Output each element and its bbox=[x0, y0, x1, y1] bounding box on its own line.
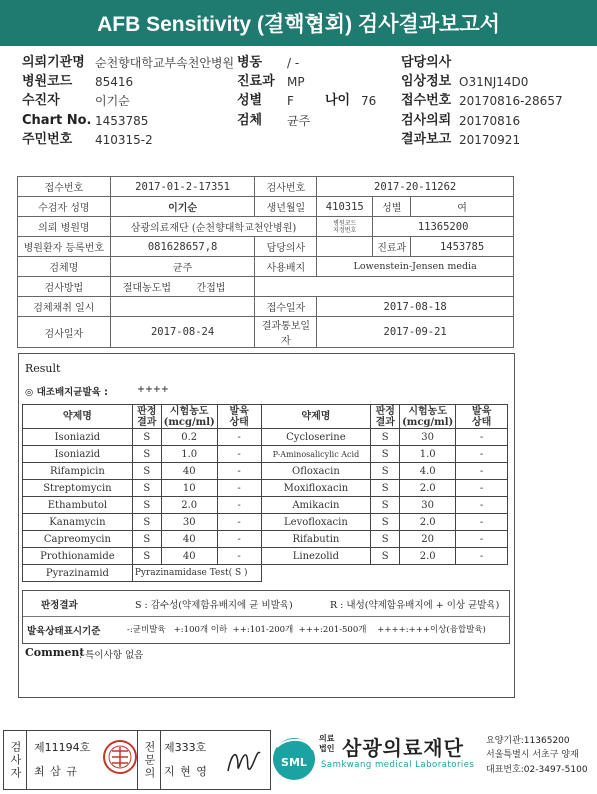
tester-no: 제11194호 bbox=[34, 741, 91, 754]
drug-row bbox=[23, 548, 508, 565]
drug-cell-r: S bbox=[371, 548, 400, 565]
form-value: 2017-20-11262 bbox=[317, 177, 514, 197]
drug-cell-c: 20 bbox=[400, 531, 456, 548]
method-1: 절대농도법 bbox=[122, 283, 172, 294]
tester-label: 검사자 bbox=[9, 740, 22, 780]
sml-logo-icon bbox=[271, 732, 317, 786]
drug-cell-c: 2.0 bbox=[400, 548, 456, 565]
drug-cell-g: - bbox=[217, 429, 261, 446]
report-date-label: 결과보고 bbox=[401, 132, 452, 147]
drug-row bbox=[23, 497, 508, 514]
drug-cell-drug: Capreomycin bbox=[23, 531, 133, 548]
clinical-value: O31NJ14D0 bbox=[459, 75, 529, 89]
form-value: 081628657,8 bbox=[110, 237, 255, 257]
drug-cell-drug: Levofloxacin bbox=[261, 514, 371, 531]
drug-cell-c: 2.0 bbox=[400, 480, 456, 497]
drug-row bbox=[23, 429, 508, 446]
drug-cell-r: S bbox=[371, 446, 400, 463]
form-value: 균주 bbox=[110, 257, 255, 277]
drug-cell-g: - bbox=[456, 497, 508, 514]
patient-value: 이기순 bbox=[95, 94, 130, 108]
drug-cell-drug: Rifampicin bbox=[23, 463, 133, 480]
footer bbox=[3, 730, 593, 792]
drug-cell-r: S bbox=[132, 548, 161, 565]
org-address: 서울특별시 서초구 양재 bbox=[486, 750, 579, 760]
form-value: 410315 bbox=[317, 197, 373, 217]
drug-cell-r: S bbox=[371, 497, 400, 514]
drug-cell-c: 40 bbox=[161, 548, 217, 565]
drug-cell-drug: Isoniazid bbox=[23, 429, 133, 446]
drug-cell-g: - bbox=[456, 548, 508, 565]
specialist-name: 지 현 영 bbox=[164, 765, 208, 778]
drug-row bbox=[23, 480, 508, 497]
col-drug: 약제명 bbox=[23, 405, 133, 429]
control-label: ◎ 대조배지균발육 : bbox=[25, 387, 108, 398]
org-name: 삼광의료재단 bbox=[342, 736, 464, 760]
drug-cell-g: - bbox=[217, 463, 261, 480]
form-value: 1453785 bbox=[411, 237, 514, 257]
hospital-label: 의뢰기관명 bbox=[22, 55, 85, 70]
age-value: 76 bbox=[361, 94, 377, 108]
form-label: 검사번호 bbox=[255, 177, 317, 197]
drug-cell-c: 40 bbox=[161, 531, 217, 548]
drug-cell-drug: Rifabutin bbox=[261, 531, 371, 548]
drug-cell-r: S bbox=[132, 514, 161, 531]
growth-title: 발육상태표시기준 bbox=[27, 626, 101, 637]
comment-label: Comment bbox=[25, 646, 85, 659]
control-value: ++++ bbox=[137, 384, 169, 395]
pza-label: Pyrazinamid bbox=[23, 565, 133, 582]
drug-row bbox=[23, 463, 508, 480]
drug-cell-drug: Ethambutol bbox=[23, 497, 133, 514]
drug-cell-c: 0.2 bbox=[161, 429, 217, 446]
ward-value: / - bbox=[287, 56, 300, 70]
logo-text: SML bbox=[281, 756, 307, 769]
specialist-no: 제333호 bbox=[164, 741, 207, 754]
doctor-label: 담당의사 bbox=[401, 55, 452, 70]
form-label: 병원환자 등록번호 bbox=[18, 237, 111, 257]
drug-cell-r: S bbox=[132, 446, 161, 463]
drug-cell-g: - bbox=[456, 429, 508, 446]
result-title: Result bbox=[25, 362, 61, 375]
form-label: 병원코드 지정번호 bbox=[317, 217, 373, 237]
drug-cell-c: 2.0 bbox=[400, 514, 456, 531]
judge-s: S : 감수성(약제함유배지에 균 비발육) bbox=[135, 600, 293, 611]
resident-no-value: 410315-2 bbox=[95, 133, 153, 147]
drug-cell-c: 40 bbox=[161, 463, 217, 480]
form-value: 2017-08-24 bbox=[110, 317, 255, 348]
chart-no-label: Chart No. bbox=[22, 113, 92, 128]
request-date-value: 20170816 bbox=[459, 114, 521, 128]
drug-cell-r: S bbox=[371, 463, 400, 480]
drug-cell-r: S bbox=[132, 463, 161, 480]
request-form-table bbox=[17, 176, 514, 348]
form-label: 접수번호 bbox=[18, 177, 111, 197]
drug-cell-c: 2.0 bbox=[161, 497, 217, 514]
drug-cell-g: - bbox=[217, 548, 261, 565]
col-growth: 발육 상태 bbox=[217, 405, 261, 429]
drug-cell-drug: Linezolid bbox=[261, 548, 371, 565]
tester-seal-icon bbox=[102, 739, 138, 775]
resident-no-label: 주민번호 bbox=[22, 132, 73, 147]
drug-cell-c: 1.0 bbox=[400, 446, 456, 463]
drug-cell-g: - bbox=[217, 446, 261, 463]
specimen-label: 검체 bbox=[237, 113, 263, 128]
drug-cell-r: S bbox=[371, 429, 400, 446]
col-judge: 판정 결과 bbox=[132, 405, 161, 429]
form-label: 진료과 bbox=[373, 237, 411, 257]
form-value bbox=[110, 297, 255, 317]
drug-cell-g: - bbox=[217, 497, 261, 514]
form-value: 2017-01-2-17351 bbox=[110, 177, 255, 197]
drug-cell-drug: Cycloserine bbox=[261, 429, 371, 446]
drug-cell-c: 10 bbox=[161, 480, 217, 497]
signature-icon bbox=[224, 741, 264, 779]
drug-row bbox=[23, 531, 508, 548]
hospital-code-value: 85416 bbox=[95, 75, 134, 89]
comment-value: : 특이사항 없음 bbox=[79, 650, 144, 661]
receipt-no-value: 20170816-28657 bbox=[459, 94, 563, 108]
form-value: 11365200 bbox=[373, 217, 514, 237]
drug-cell-c: 30 bbox=[400, 497, 456, 514]
drug-cell-r: S bbox=[371, 531, 400, 548]
report-date-value: 20170921 bbox=[459, 133, 521, 147]
org-english: Samkwang medical Laboratories bbox=[321, 760, 475, 770]
col-growth: 발육 상태 bbox=[456, 405, 508, 429]
form-label: 검체채취 일시 bbox=[18, 297, 111, 317]
drug-cell-drug: Amikacin bbox=[261, 497, 371, 514]
form-value: Lowenstein-Jensen media bbox=[317, 257, 514, 277]
col-conc: 시험농도 (mcg/ml) bbox=[161, 405, 217, 429]
drug-cell-r: S bbox=[132, 480, 161, 497]
org-phone: 대표번호:02-3497-5100 bbox=[486, 765, 588, 775]
hospital-code-label: 병원코드 bbox=[22, 74, 73, 89]
drug-cell-drug: Ofloxacin bbox=[261, 463, 371, 480]
form-label: 담당의사 bbox=[255, 237, 317, 257]
request-date-label: 검사의뢰 bbox=[401, 113, 452, 128]
method-2: 간접법 bbox=[196, 283, 226, 294]
drug-cell-g: - bbox=[456, 463, 508, 480]
legend-box bbox=[22, 590, 510, 644]
signature-box bbox=[3, 730, 271, 790]
result-section bbox=[18, 353, 515, 698]
form-label: 접수일자 bbox=[255, 297, 317, 317]
form-value: 2017-09-21 bbox=[317, 317, 514, 348]
drug-row bbox=[23, 514, 508, 531]
col-conc: 시험농도 (mcg/ml) bbox=[400, 405, 456, 429]
drug-cell-g: - bbox=[456, 446, 508, 463]
clinical-label: 임상정보 bbox=[401, 74, 452, 89]
drug-cell-drug: Isoniazid bbox=[23, 446, 133, 463]
drug-cell-g: - bbox=[456, 514, 508, 531]
age-label: 나이 bbox=[325, 93, 351, 108]
drug-cell-g: - bbox=[456, 531, 508, 548]
report-title: AFB Sensitivity (결핵협회) 검사결과보고서 bbox=[0, 0, 597, 46]
drug-cell-drug: P-Aminosalicylic Acid bbox=[261, 446, 371, 463]
org-prefix: 의료법인 bbox=[319, 734, 335, 753]
form-label: 사용배지 bbox=[255, 257, 317, 277]
growth-text: -:균비발육 +:100개 이하 ++:101-200개 +++:201-500개 ++++:+++이상(융합발육) bbox=[127, 625, 486, 635]
form-label: 결과통보일자 bbox=[255, 317, 317, 348]
dept-label: 진료과 bbox=[237, 74, 275, 89]
dept-value: MP bbox=[287, 75, 305, 89]
receipt-no-label: 접수번호 bbox=[401, 93, 452, 108]
patient-label: 수진자 bbox=[22, 93, 60, 108]
hospital-value: 순천향대학교부속천안병원 bbox=[95, 56, 235, 70]
sex-label: 성별 bbox=[237, 93, 263, 108]
judge-r: R : 내성(약제함유배지에 + 이상 균발육) bbox=[330, 600, 500, 611]
drug-table bbox=[22, 404, 508, 582]
drug-row bbox=[23, 446, 508, 463]
form-value bbox=[110, 277, 255, 297]
specimen-value: 균주 bbox=[287, 114, 311, 128]
drug-cell-drug: Moxifloxacin bbox=[261, 480, 371, 497]
drug-cell-g: - bbox=[217, 480, 261, 497]
drug-cell-g: - bbox=[456, 480, 508, 497]
form-value: 이기순 bbox=[110, 197, 255, 217]
drug-cell-c: 4.0 bbox=[400, 463, 456, 480]
drug-cell-r: S bbox=[371, 514, 400, 531]
form-label: 성별 bbox=[373, 197, 411, 217]
ward-label: 병동 bbox=[237, 55, 263, 70]
drug-cell-r: S bbox=[132, 497, 161, 514]
drug-cell-g: - bbox=[217, 514, 261, 531]
tester-name: 최 삼 규 bbox=[34, 765, 78, 778]
drug-cell-c: 1.0 bbox=[161, 446, 217, 463]
form-label: 검체명 bbox=[18, 257, 111, 277]
form-label: 수검자 성명 bbox=[18, 197, 111, 217]
drug-cell-c: 30 bbox=[161, 514, 217, 531]
col-judge: 판정 결과 bbox=[371, 405, 400, 429]
form-value: 2017-08-18 bbox=[317, 297, 514, 317]
form-value: 여 bbox=[411, 197, 514, 217]
judge-title: 판정결과 bbox=[41, 600, 78, 611]
drug-cell-r: S bbox=[132, 531, 161, 548]
form-label: 의뢰 병원명 bbox=[18, 217, 111, 237]
org-code: 요양기관:11365200 bbox=[486, 736, 570, 746]
drug-cell-g: - bbox=[217, 531, 261, 548]
drug-cell-drug: Streptomycin bbox=[23, 480, 133, 497]
form-label: 생년월일 bbox=[255, 197, 317, 217]
drug-cell-drug: Prothionamide bbox=[23, 548, 133, 565]
pza-value: Pyrazinamidase Test( S ) bbox=[132, 565, 261, 582]
drug-cell-r: S bbox=[132, 429, 161, 446]
form-label: 검사방법 bbox=[18, 277, 111, 297]
chart-no-value: 1453785 bbox=[95, 114, 149, 128]
drug-cell-r: S bbox=[371, 480, 400, 497]
form-label: 검사일자 bbox=[18, 317, 111, 348]
drug-cell-c: 30 bbox=[400, 429, 456, 446]
drug-cell-drug: Kanamycin bbox=[23, 514, 133, 531]
sex-value: F bbox=[287, 94, 294, 108]
specialist-label: 전문의 bbox=[143, 740, 156, 780]
col-drug: 약제명 bbox=[261, 405, 371, 429]
form-value: 삼광의료재단 (순천향대학교천안병원) bbox=[110, 217, 317, 237]
